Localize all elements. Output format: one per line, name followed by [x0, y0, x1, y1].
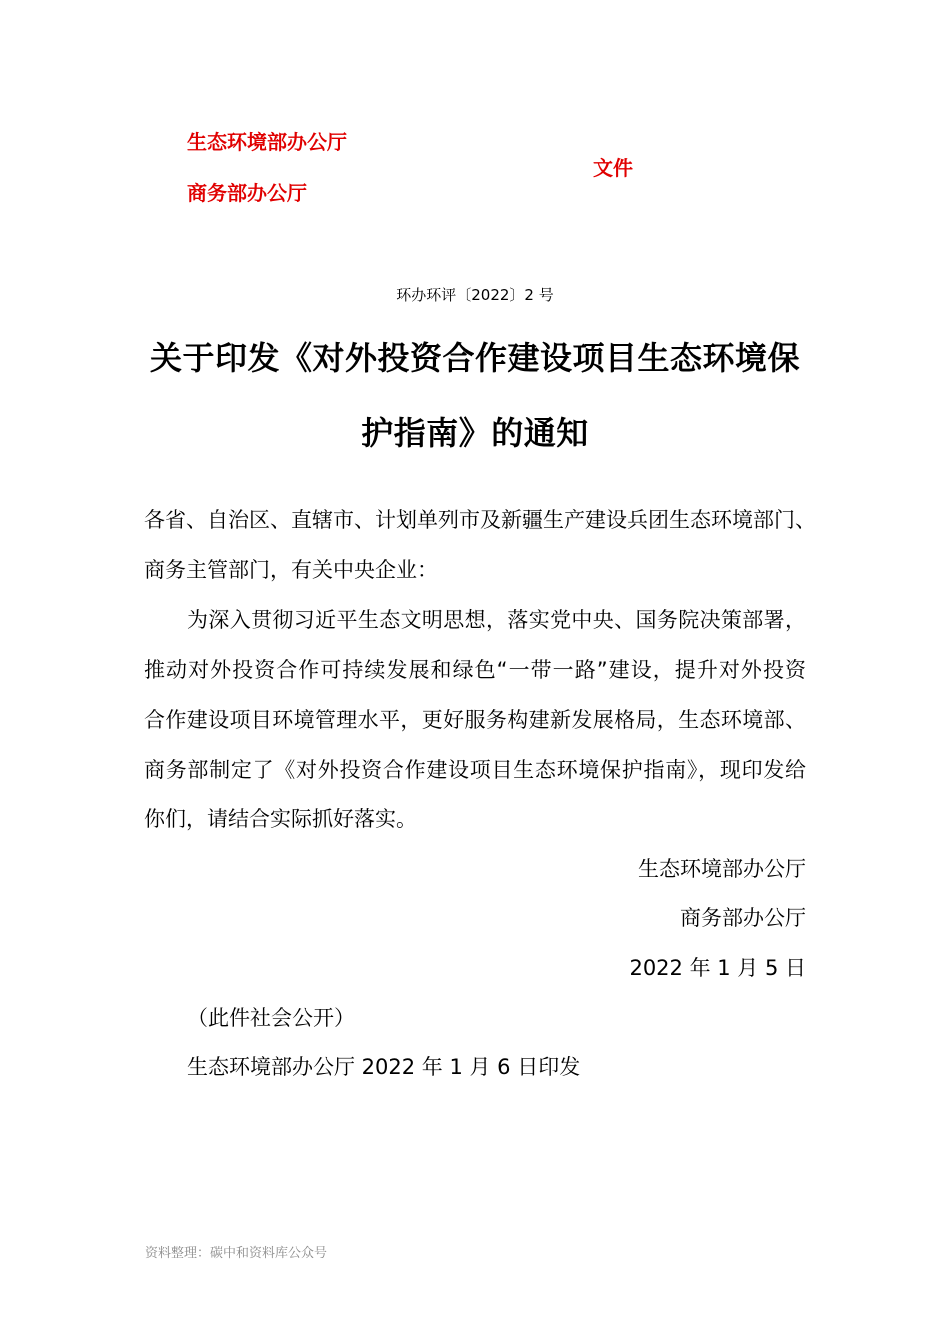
paragraph-line-3: 合作建设项目环境管理水平，更好服务构建新发展格局，生态环境部、 — [144, 708, 806, 732]
signature-issuer-2: 商务部办公厅 — [680, 906, 806, 930]
signature-issuer-1: 生态环境部办公厅 — [638, 857, 806, 881]
footer-source-note: 资料整理：碳中和资料库公众号 — [145, 1246, 328, 1261]
document-number: 环办环评〔2022〕2 号 — [396, 286, 554, 304]
addressee-line-1: 各省、自治区、直辖市、计划单列市及新疆生产建设兵团生态环境部门、 — [144, 508, 816, 532]
addressee-line-2: 商务主管部门，有关中央企业： — [144, 558, 438, 582]
issuer-name-ministry-commerce: 商务部办公厅 — [187, 181, 307, 205]
paragraph-line-2: 推动对外投资合作可持续发展和绿色“一带一路”建设，提升对外投资 — [144, 658, 806, 682]
paragraph-line-4: 商务部制定了《对外投资合作建设项目生态环境保护指南》，现印发给 — [144, 758, 806, 782]
disclosure-note: （此件社会公开） — [187, 1006, 355, 1030]
document-title-line-1: 关于印发《对外投资合作建设项目生态环境保 — [149, 339, 800, 377]
paragraph-line-1: 为深入贯彻习近平生态文明思想，落实党中央、国务院决策部署， — [187, 608, 806, 632]
print-info: 生态环境部办公厅 2022 年 1 月 6 日印发 — [187, 1055, 581, 1079]
signature-date: 2022 年 1 月 5 日 — [629, 956, 806, 980]
paragraph-line-5: 你们，请结合实际抓好落实。 — [144, 807, 417, 831]
document-type-label: 文件 — [593, 156, 633, 180]
issuer-name-ministry-ecology: 生态环境部办公厅 — [187, 130, 347, 154]
document-title-line-2: 护指南》的通知 — [361, 414, 589, 452]
